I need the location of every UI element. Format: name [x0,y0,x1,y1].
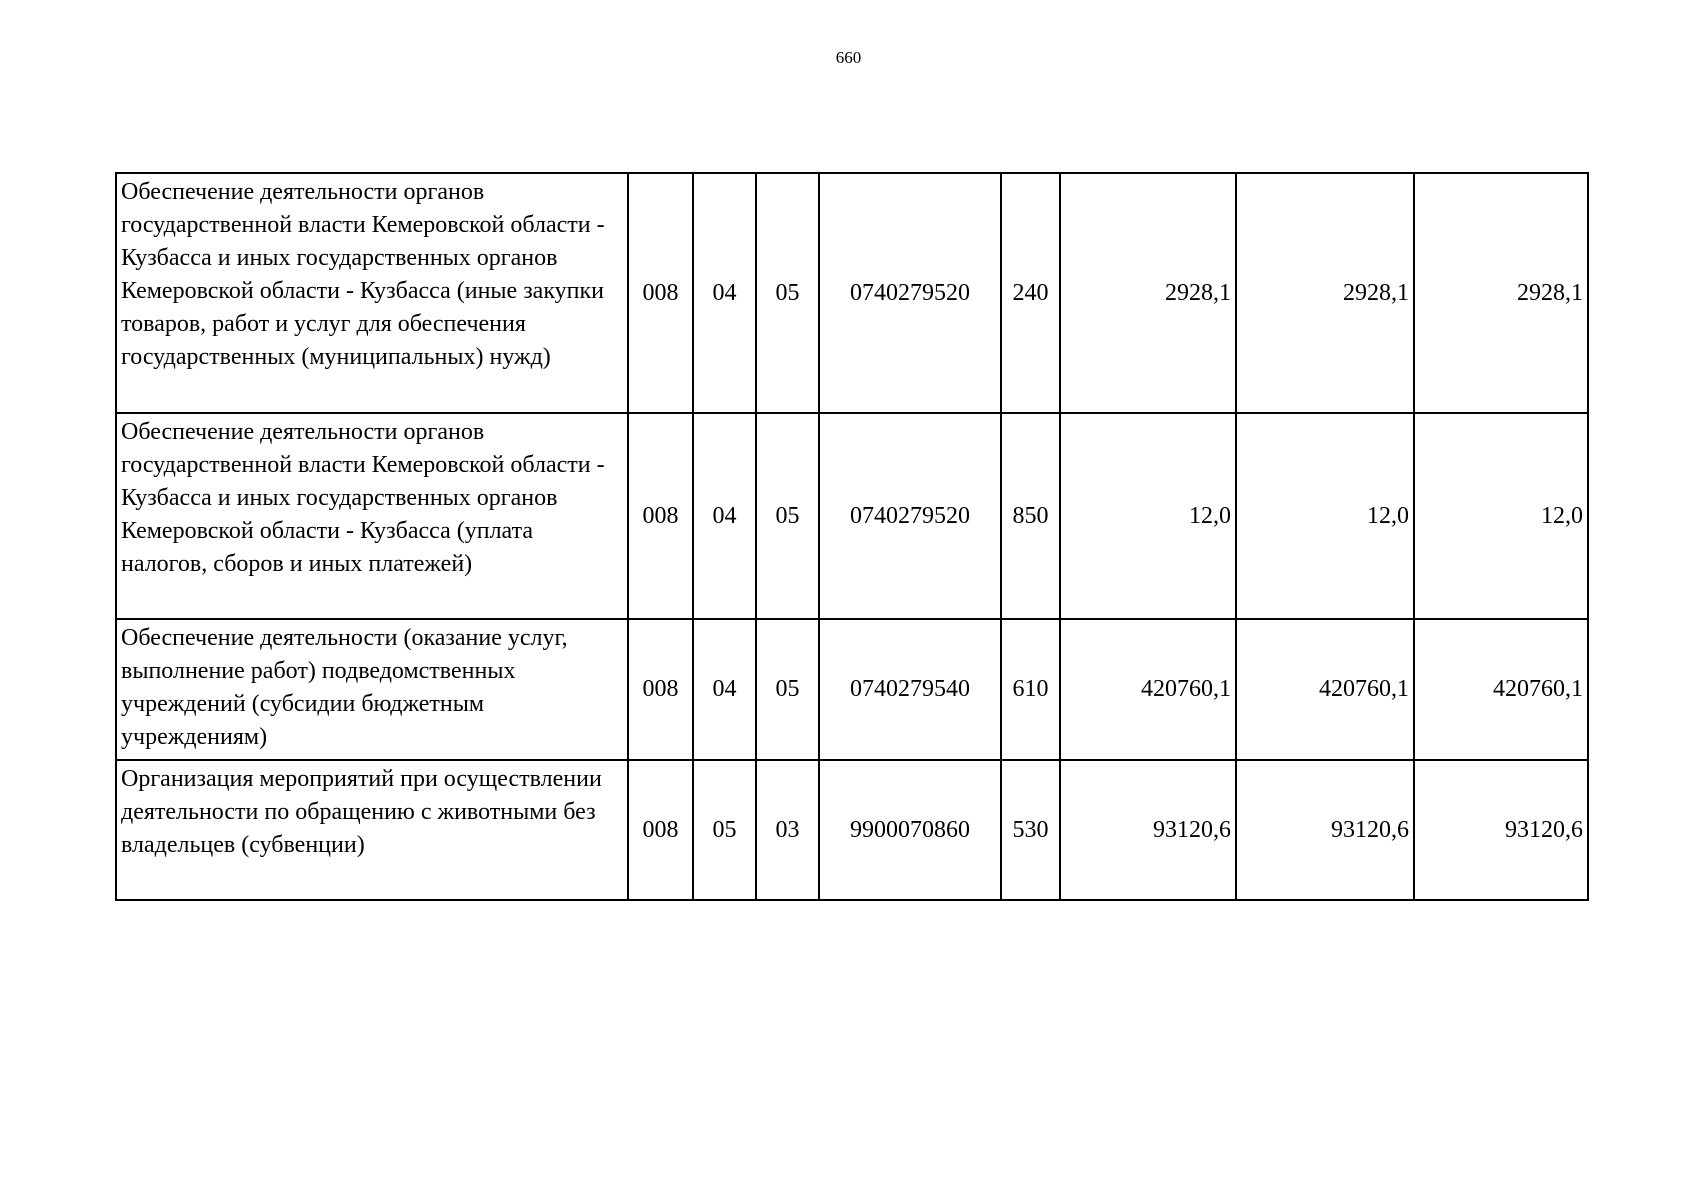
row-description: Обеспечение деятельности органов государственной власти Кемеровской области - Кузбасса и иных государственных органов Кемеровской области - Кузбасса (уплата налогов, сборов и иных платежей) [116,413,628,619]
subsection-code: 05 [756,413,819,619]
budget-table [115,172,1589,901]
amount-year-2: 93120,6 [1236,760,1414,900]
target-article-code: 9900070860 [819,760,1001,900]
amount-year-1: 12,0 [1060,413,1236,619]
table-row [116,760,1588,900]
expense-type-code: 240 [1001,173,1060,413]
table-row [116,173,1588,413]
target-article-code: 0740279520 [819,413,1001,619]
ministry-code: 008 [628,413,693,619]
target-article-code: 0740279520 [819,173,1001,413]
amount-year-1: 93120,6 [1060,760,1236,900]
subsection-code: 05 [756,619,819,760]
expense-type-code: 850 [1001,413,1060,619]
amount-year-3: 2928,1 [1414,173,1588,413]
amount-year-3: 12,0 [1414,413,1588,619]
row-description: Организация мероприятий при осуществлении деятельности по обращению с животными без владельцев (субвенции) [116,760,628,900]
section-code: 04 [693,413,756,619]
amount-year-3: 93120,6 [1414,760,1588,900]
target-article-code: 0740279540 [819,619,1001,760]
ministry-code: 008 [628,619,693,760]
amount-year-1: 2928,1 [1060,173,1236,413]
expense-type-code: 610 [1001,619,1060,760]
amount-year-1: 420760,1 [1060,619,1236,760]
amount-year-2: 420760,1 [1236,619,1414,760]
row-description: Обеспечение деятельности органов государственной власти Кемеровской области - Кузбасса и иных государственных органов Кемеровской области - Кузбасса (иные закупки товаров, работ и услуг для обеспечения государственных (муниципальных) нужд) [116,173,628,413]
amount-year-3: 420760,1 [1414,619,1588,760]
section-code: 05 [693,760,756,900]
subsection-code: 03 [756,760,819,900]
ministry-code: 008 [628,760,693,900]
expense-type-code: 530 [1001,760,1060,900]
subsection-code: 05 [756,173,819,413]
amount-year-2: 2928,1 [1236,173,1414,413]
table-row [116,413,1588,619]
section-code: 04 [693,619,756,760]
amount-year-2: 12,0 [1236,413,1414,619]
section-code: 04 [693,173,756,413]
table-row [116,619,1588,760]
row-description: Обеспечение деятельности (оказание услуг, выполнение работ) подведомственных учреждений (субсидии бюджетным учреждениям) [116,619,628,760]
ministry-code: 008 [628,173,693,413]
page-number: 660 [835,48,862,67]
